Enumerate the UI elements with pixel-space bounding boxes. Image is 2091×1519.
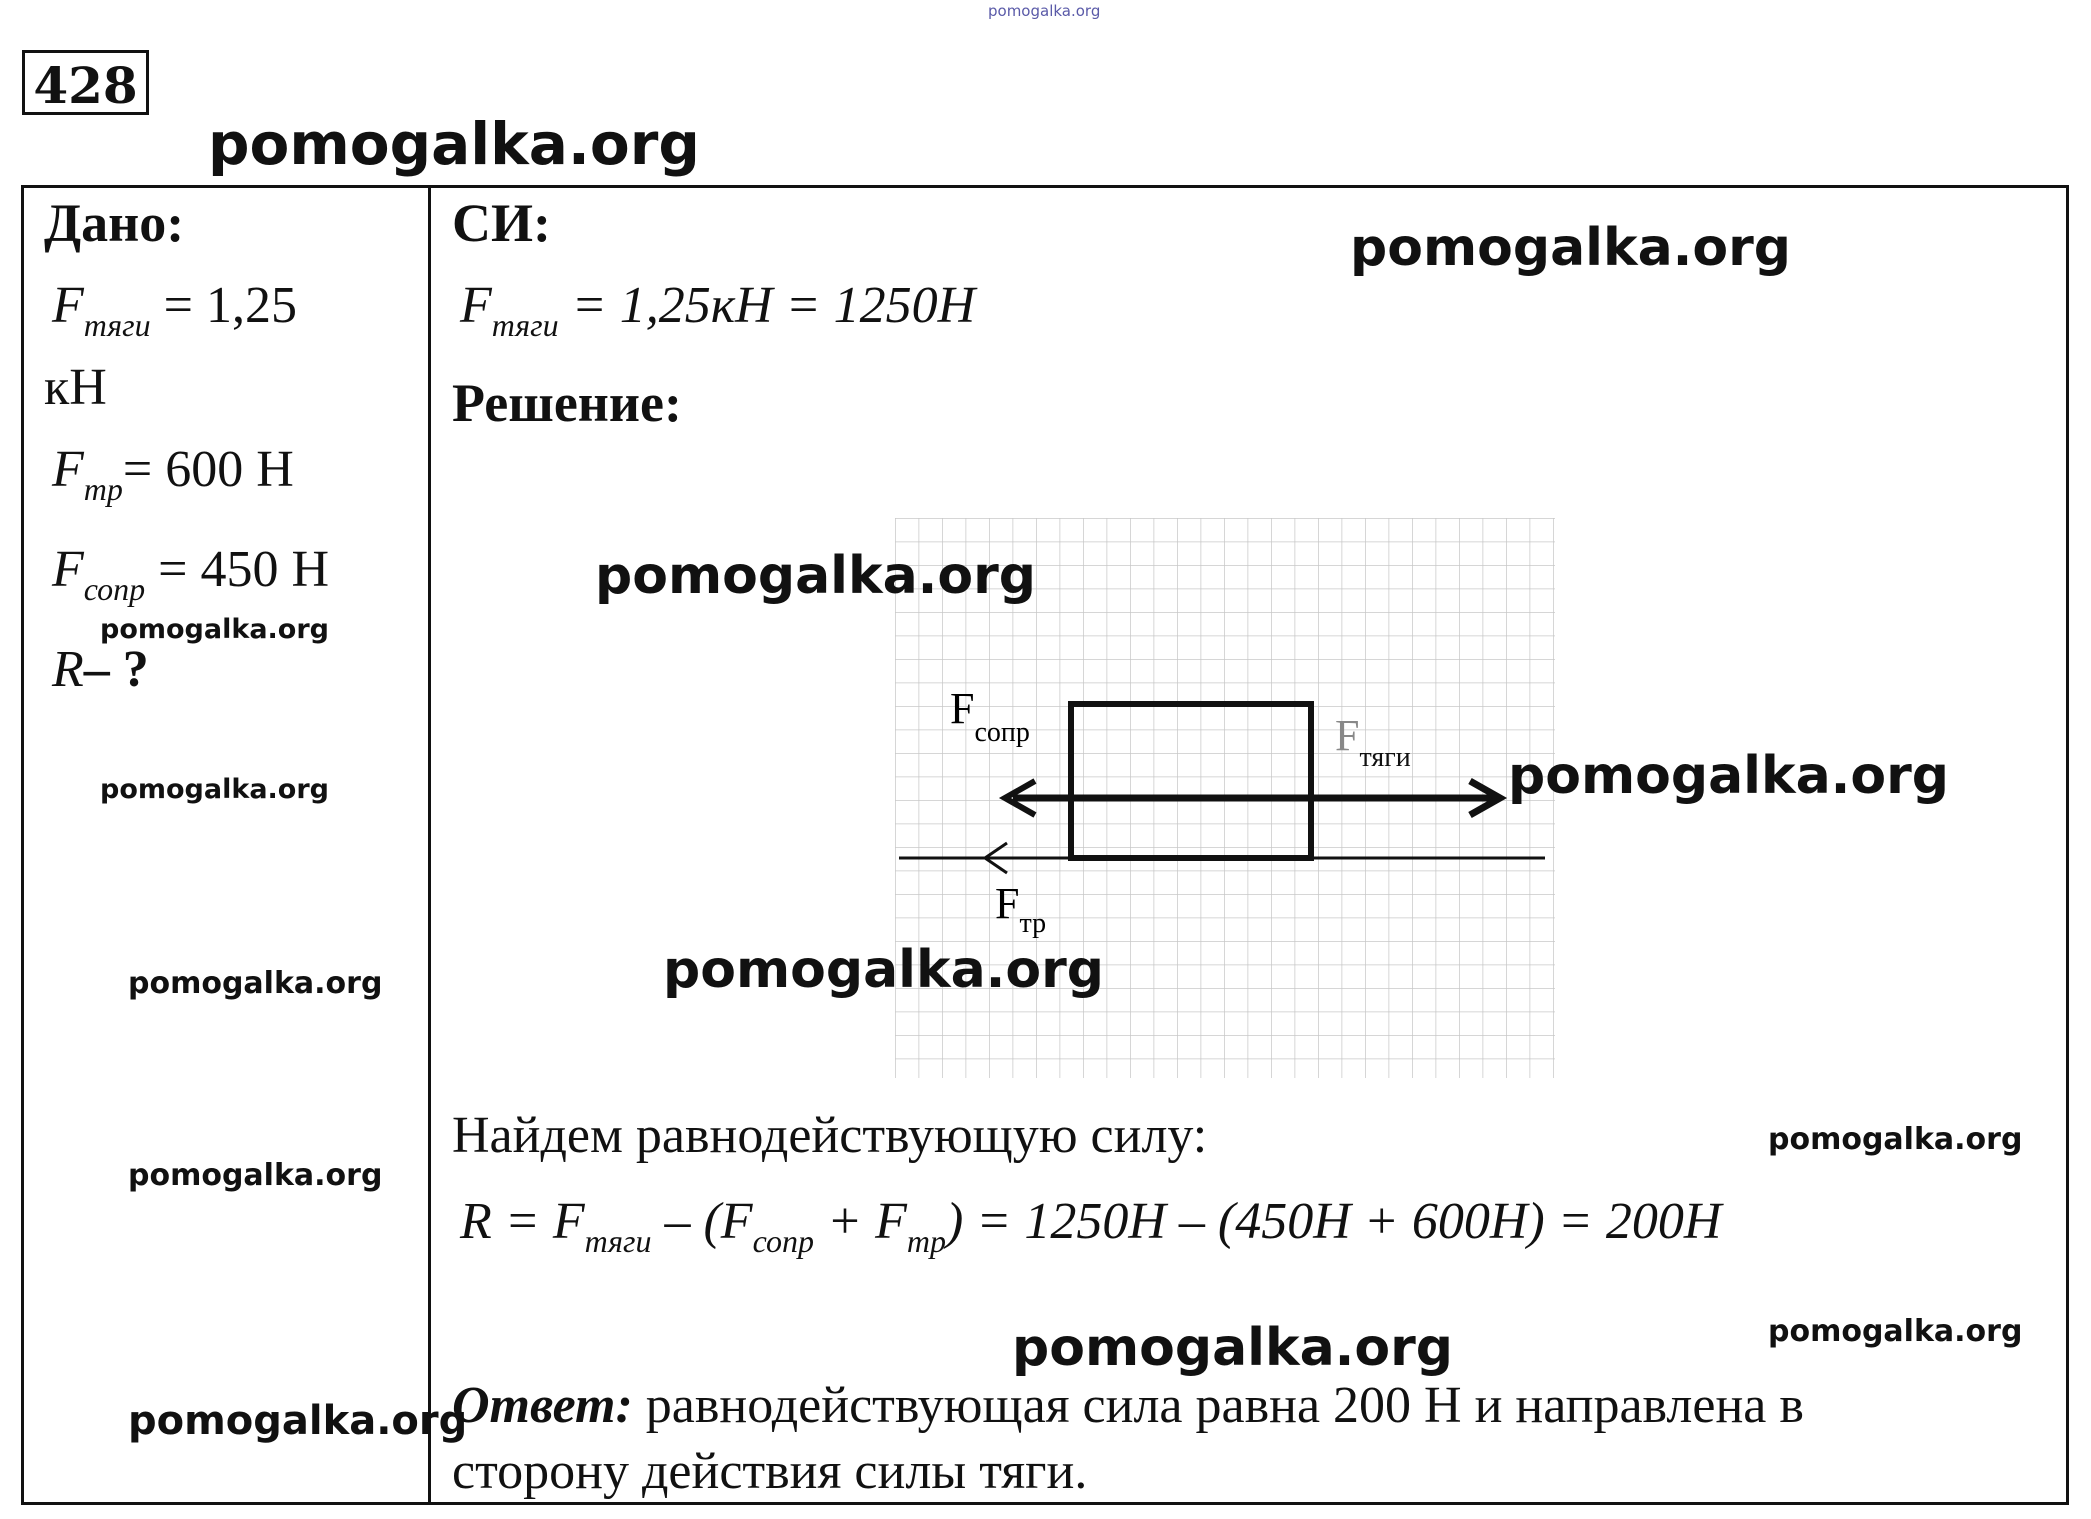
find-resultant-text: Найдем равнодействующую силу:: [452, 1107, 1208, 1164]
given-unknown: R– ?: [52, 641, 149, 698]
watermark-top-small: pomogalka.org: [988, 2, 1101, 20]
given-friction: $F_{тр}= 600$ Н: [52, 441, 294, 507]
answer-line-1: Ответ: равнодействующая сила равна 200 Н и направлена в: [452, 1377, 1804, 1434]
watermark-answer: pomogalka.org: [1012, 1318, 1454, 1378]
watermark-given-4: pomogalka.org: [128, 1158, 383, 1193]
watermark-header: pomogalka.org: [208, 110, 700, 178]
column-divider: [428, 185, 431, 1505]
label-friction: $F_{тр}$: [995, 879, 1047, 939]
answer-line-2: сторону действия силы тяги.: [452, 1443, 1088, 1500]
resultant-equation: $R = F_{тяги} - (F_{сопр} + F_{тр}) = 1250Н - (450Н + 600Н) = 200Н$: [460, 1193, 1722, 1259]
label-resistance: $F_{сопр}$: [950, 684, 1030, 748]
watermark-diagram-3: pomogalka.org: [663, 940, 1105, 1000]
watermark-given-3: pomogalka.org: [128, 966, 383, 1001]
watermark-equation: pomogalka.org: [1768, 1314, 2023, 1349]
watermark-given-2: pomogalka.org: [100, 774, 329, 805]
watermark-diagram-1: pomogalka.org: [595, 546, 1037, 606]
watermark-diagram-2: pomogalka.org: [1508, 746, 1950, 806]
answer-label: Ответ:: [452, 1377, 633, 1434]
solution-heading: Решение:: [452, 373, 682, 433]
given-thrust-unit: кН: [44, 359, 107, 416]
given-heading: Дано:: [44, 193, 185, 253]
problem-number: 428: [22, 50, 149, 115]
label-thrust: $F_{тяги}$: [1335, 711, 1411, 773]
si-heading: СИ:: [452, 193, 551, 253]
watermark-find: pomogalka.org: [1768, 1122, 2023, 1157]
given-thrust: $F_{тяги} = 1,25$: [52, 277, 297, 343]
watermark-given-5: pomogalka.org: [128, 1398, 468, 1444]
given-resistance: $F_{сопр} = 450$ Н: [52, 541, 330, 607]
watermark-given-1: pomogalka.org: [100, 614, 329, 645]
watermark-si: pomogalka.org: [1350, 218, 1792, 278]
si-conversion: $F_{тяги} = 1,25кН = 1250Н$: [460, 277, 976, 343]
